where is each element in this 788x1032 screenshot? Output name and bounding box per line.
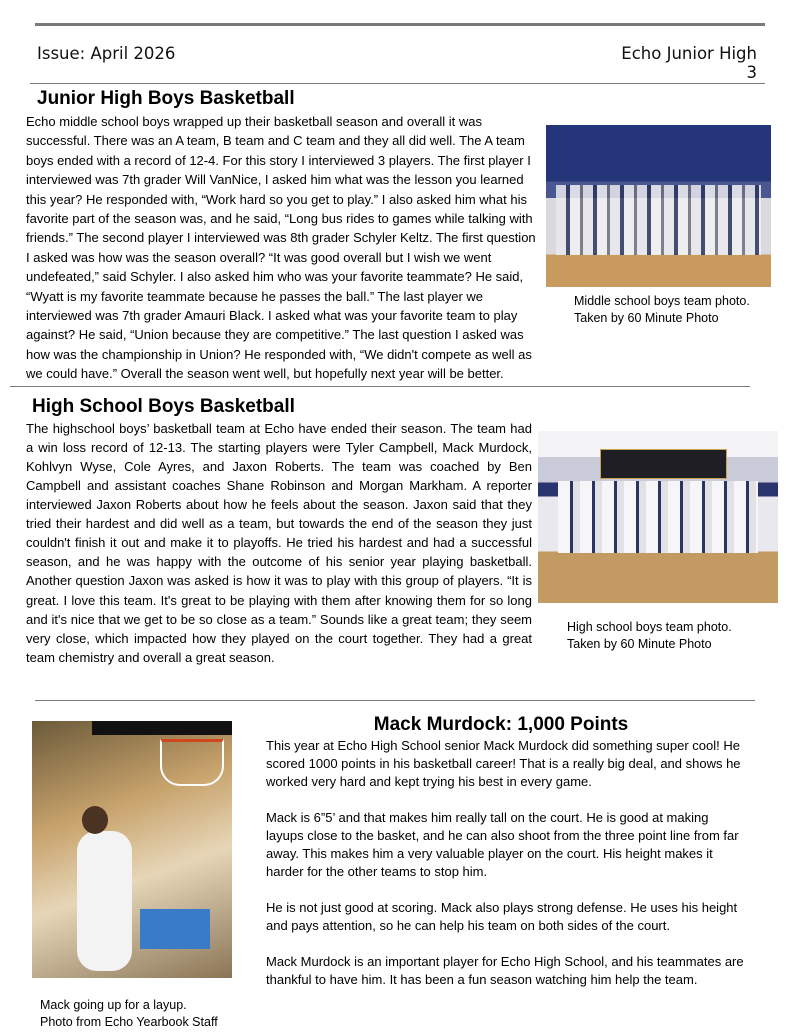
junior-high-article [0, 86, 788, 384]
article-body [266, 737, 746, 999]
mack-murdock-article [0, 712, 788, 1032]
caption-line: High school boys team photo. [567, 619, 732, 634]
page-content [0, 86, 788, 1032]
caption-line: Taken by 60 Minute Photo [567, 636, 712, 651]
article-body: The highschool boys’ basketball team at Echo have ended their season. The team had a win loss record of 12-13. The starting players were Tyler Campbell, Mack Murdock, Kohlvyn Wyse, Cole Ayres, and Jaxon Roberts. The team was coached by Ben Campbell and assistant coaches Shane Robinson and Morgan Markham. A reporter interviewed Jaxon Roberts about how he feels about the season. Jaxon said that they tried their hardest and did well as a team, but towards the end of the season they just couldn't finish it out and make it to playoffs. He tried his hardest and had a successful season, and he was happy with the outcome of his senior year playing basketball. Another question Jaxon was asked is how it was to play with this group of players. “It is great. I love this team. It's great to be playing with them after knowing them for so long and it's nice that we get to be so close as a team.” Sounds like a great team; they seem very close, which impacted how they played on the court together. They had a great team chemistry and overall a great season. [26, 420, 532, 665]
paragraph: Mack Murdock is an important player for Echo High School, and his teammates are thankful to have him. It has been a fun season watching him help the team. [266, 953, 744, 987]
layup-photo [32, 721, 232, 978]
caption-line: Photo from Echo Yearbook Staff [40, 1014, 218, 1029]
article-title: Junior High Boys Basketball [37, 88, 295, 109]
middle-school-team-photo [546, 125, 771, 287]
page-number: 3 [746, 63, 757, 82]
photo-caption [567, 619, 732, 653]
article-title: High School Boys Basketball [32, 395, 295, 417]
section-divider [35, 700, 755, 701]
top-rule [35, 23, 765, 26]
paragraph: Mack is 6”5’ and that makes him really tall on the court. He is good at making layups close to the basket, and he can also shoot from the three point line from far away. This makes him a very valuable player on the court. His height makes it harder for the other teams to stop him. [266, 809, 739, 879]
article-body: Echo middle school boys wrapped up their basketball season and overall it was successful. There was an A team, B team and C team and they all did well. The A team boys ended with a record of 12-4. For this story I interviewed 3 players. The first player I interviewed was 7th grader Will VanNice, I asked him what was the lesson you learned this year? He responded with, “Work hard so you get to play.” I also asked him what his favorite part of the season was, and he said, “Long bus rides to games while talking with friends.” The second player I interviewed was 8th grader Schyler Keltz. The first question I asked was how was the season overall? “It was good overall but I wish we went undefeated,” said Schyler. I also asked him who was your favorite teammate? He said, “Wyatt is my favorite teammate because he passes the ball.” The last player we interviewed was 7th grader Amauri Black. I asked what was your favorite team to play against? He said, “Union because they are competitive.” The last question I asked was how was the championship in Union? He responded with, “We didn't compete as well as we could have.” Overall the season went well, but hopefully next year will be better. [26, 114, 536, 382]
section-divider [10, 386, 750, 387]
caption-line: Mack going up for a layup. [40, 997, 187, 1012]
paragraph: He is not just good at scoring. Mack also plays strong defense. He uses his height and pays attention, so he can help his team on both sides of the court. [266, 899, 738, 933]
issue-label: Issue: April 2026 [37, 44, 176, 63]
caption-line: Taken by 60 Minute Photo [574, 311, 719, 325]
photo-caption [40, 997, 218, 1031]
caption-line: Middle school boys team photo. [574, 294, 750, 308]
photo-caption [574, 293, 750, 327]
header-divider [30, 83, 765, 84]
school-name: Echo Junior High [621, 44, 757, 63]
article-title: Mack Murdock: 1,000 Points [373, 713, 629, 735]
high-school-article [0, 394, 788, 694]
high-school-team-photo [538, 431, 778, 603]
paragraph: This year at Echo High School senior Mack Murdock did something super cool! He scored 1000 points in his basketball career! That is a really big deal, and shows he worked very hard and kept trying his best in every game. [266, 737, 741, 789]
